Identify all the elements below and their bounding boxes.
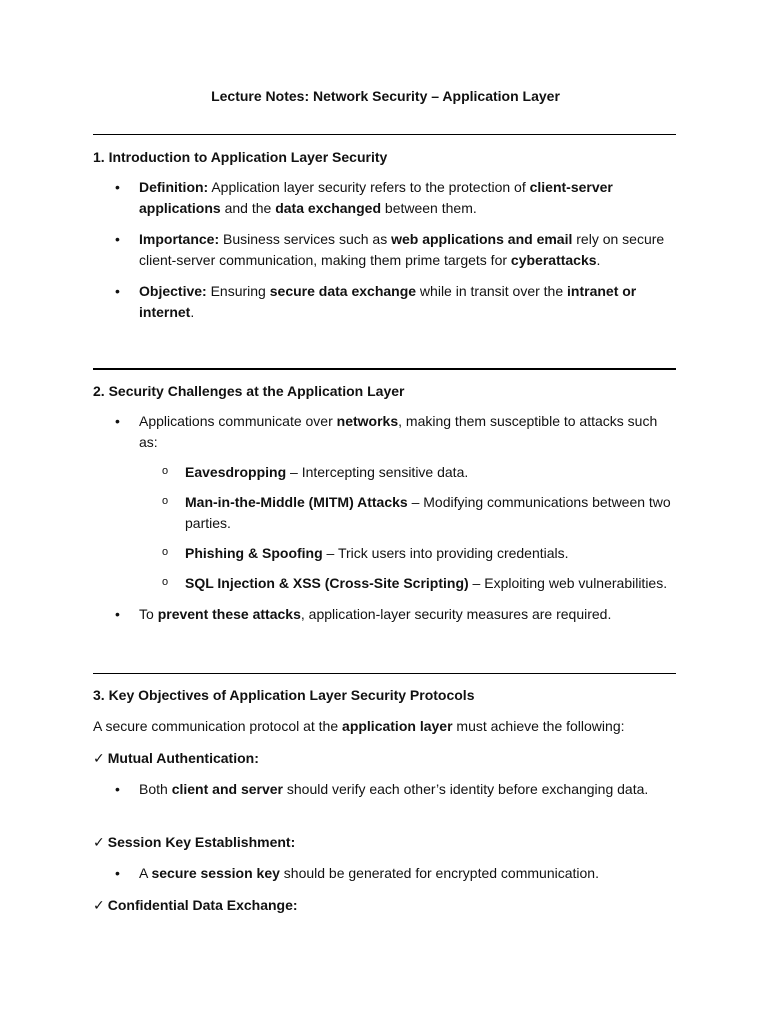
section-1-list: [93, 177, 678, 332]
item-emphasis: Eavesdropping: [185, 464, 287, 480]
item-text: .: [596, 252, 601, 268]
objective-mutual-authentication: [93, 748, 259, 769]
sublist-item: [139, 492, 678, 534]
sublist-item: [139, 573, 678, 594]
item-text: , application-layer security measures are required.: [300, 606, 612, 622]
item-text: while in transit over the: [416, 283, 568, 299]
item-label: Importance:: [139, 231, 220, 247]
item-text: should verify each other’s identity before exchanging data.: [282, 781, 649, 797]
item-emphasis: intranet or internet: [139, 283, 637, 320]
item-text: To: [139, 606, 158, 622]
divider: [93, 134, 676, 135]
item-text: Application layer security refers to the protection of: [208, 179, 530, 195]
sublist-item: [139, 543, 678, 564]
list-item: [93, 281, 678, 323]
item-emphasis: data exchanged: [275, 200, 382, 216]
list-item: [93, 863, 678, 884]
section-2-list: [93, 411, 678, 634]
divider: [93, 368, 676, 370]
list-item: [93, 411, 678, 594]
item-label: Definition:: [139, 179, 209, 195]
objective-label: Session Key Establishment:: [107, 834, 296, 850]
intro-text: must achieve the following:: [452, 718, 625, 734]
item-emphasis: Phishing & Spoofing: [185, 545, 323, 561]
item-text: – Intercepting sensitive data.: [286, 464, 469, 480]
intro-emphasis: application layer: [342, 718, 453, 734]
divider: [93, 673, 676, 674]
item-text: between them.: [381, 200, 477, 216]
objective-2-list: [93, 863, 678, 893]
item-text: Business services such as: [219, 231, 392, 247]
list-item: [93, 604, 678, 625]
item-emphasis: secure session key: [151, 865, 280, 881]
item-emphasis: Man-in-the-Middle (MITM) Attacks: [185, 494, 408, 510]
item-text: Both: [139, 781, 172, 797]
page-title: Lecture Notes: Network Security – Application Layer: [211, 88, 560, 104]
item-text: A: [139, 865, 152, 881]
item-text: – Trick users into providing credentials.: [322, 545, 569, 561]
item-text: rely on secure client-server communication, making them prime targets for: [139, 231, 665, 268]
item-emphasis: web applications and email: [391, 231, 573, 247]
item-text: – Modifying communications between two parties.: [185, 494, 671, 531]
attack-sublist: [139, 462, 678, 594]
section-3-intro: [93, 716, 678, 737]
item-emphasis: client and server: [171, 781, 283, 797]
item-text: Ensuring: [206, 283, 270, 299]
item-emphasis: client-server applications: [139, 179, 613, 216]
section-heading-2: 2. Security Challenges at the Application Layer: [93, 383, 405, 399]
check-icon: ✓: [93, 834, 105, 850]
item-text: – Exploiting web vulnerabilities.: [468, 575, 668, 591]
list-item: [93, 229, 678, 271]
intro-text: A secure communication protocol at the: [93, 718, 343, 734]
item-emphasis: SQL Injection & XSS (Cross-Site Scripting): [185, 575, 469, 591]
sublist-item: [139, 462, 678, 483]
item-emphasis: networks: [336, 413, 399, 429]
item-text: Applications communicate over: [139, 413, 337, 429]
objective-label: Mutual Authentication:: [107, 750, 259, 766]
section-heading-3: 3. Key Objectives of Application Layer Security Protocols: [93, 687, 475, 703]
check-icon: ✓: [93, 750, 105, 766]
objective-label: Confidential Data Exchange:: [107, 897, 298, 913]
objective-session-key: [93, 832, 295, 853]
item-label: Objective:: [139, 283, 207, 299]
item-text: , making them susceptible to attacks such as:: [139, 413, 658, 450]
item-emphasis: secure data exchange: [269, 283, 417, 299]
objective-1-list: [93, 779, 678, 809]
item-text: and the: [220, 200, 276, 216]
check-icon: ✓: [93, 897, 105, 913]
item-text: .: [190, 304, 195, 320]
item-emphasis: cyberattacks: [510, 252, 597, 268]
objective-confidential-data: [93, 895, 298, 916]
list-item: [93, 779, 678, 800]
section-heading-1: 1. Introduction to Application Layer Security: [93, 149, 388, 165]
item-text: should be generated for encrypted communication.: [279, 865, 599, 881]
list-item: [93, 177, 678, 219]
item-emphasis: prevent these attacks: [157, 606, 301, 622]
